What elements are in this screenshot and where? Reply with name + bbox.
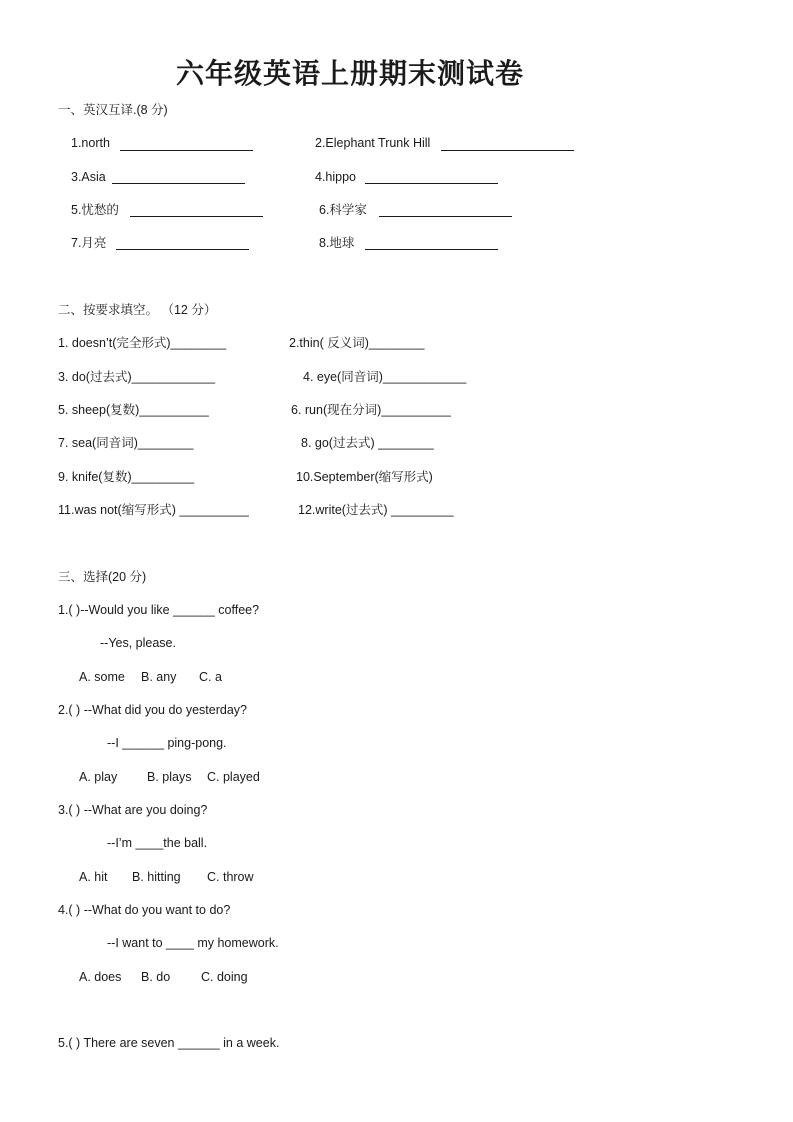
s3-reply-2: --I ______ ping-pong.: [107, 736, 227, 750]
s1-item-2: 2.Elephant Trunk Hill: [315, 136, 431, 150]
s1-item-8: 8.地球: [319, 236, 355, 250]
s3-option-1c: C. a: [199, 670, 222, 684]
s3-option-4c: C. doing: [201, 970, 248, 984]
s3-reply-3: --I’m ____the ball.: [107, 836, 208, 850]
s3-option-2a: A. play: [79, 770, 118, 784]
section3-heading: 三、选择(20 分): [58, 570, 147, 584]
s1-answer-line-7[interactable]: [116, 249, 249, 250]
s1-item-3: 3.Asia: [71, 170, 106, 184]
s1-answer-line-4[interactable]: [365, 183, 498, 184]
s2-item-3: 3. do(过去式)____________: [58, 370, 216, 384]
s1-item-4: 4.hippo: [315, 170, 357, 184]
s2-item-12: 12.write(过去式) _________: [298, 503, 454, 517]
s1-item-1: 1.north: [71, 136, 110, 150]
s1-answer-line-8[interactable]: [365, 249, 498, 250]
s2-item-6: 6. run(现在分词)__________: [291, 403, 451, 417]
s3-question-2: 2.( ) --What did you do yesterday?: [58, 703, 247, 717]
s3-question-5: 5.( ) There are seven ______ in a week.: [58, 1036, 280, 1050]
s3-question-3: 3.( ) --What are you doing?: [58, 803, 208, 817]
s3-reply-1: --Yes, please.: [100, 636, 176, 650]
s2-item-4: 4. eye(同音词)____________: [303, 370, 467, 384]
s2-item-1: 1. doesn’t(完全形式)________: [58, 336, 227, 350]
s3-option-2b: B. plays: [147, 770, 192, 784]
s1-item-5: 5.忧愁的: [71, 203, 119, 217]
s2-item-7: 7. sea(同音词)________: [58, 436, 194, 450]
page-title: 六年级英语上册期末测试卷: [175, 57, 524, 90]
s3-option-3b: B. hitting: [132, 870, 181, 884]
s3-option-3c: C. throw: [207, 870, 254, 884]
s3-option-4b: B. do: [141, 970, 171, 984]
s1-item-7: 7.月亮: [71, 236, 107, 250]
s2-item-10: 10.September(缩写形式): [296, 470, 433, 484]
s3-question-1: 1.( )--Would you like ______ coffee?: [58, 603, 260, 617]
s1-answer-line-5[interactable]: [130, 216, 263, 217]
s3-question-4: 4.( ) --What do you want to do?: [58, 903, 231, 917]
s3-reply-4: --I want to ____ my homework.: [107, 936, 279, 950]
s3-option-3a: A. hit: [79, 870, 108, 884]
s2-item-5: 5. sheep(复数)__________: [58, 403, 209, 417]
s1-answer-line-2[interactable]: [441, 150, 574, 151]
s2-item-8: 8. go(过去式) ________: [301, 436, 434, 450]
s3-option-4a: A. does: [79, 970, 122, 984]
s1-answer-line-6[interactable]: [379, 216, 512, 217]
s3-option-1b: B. any: [141, 670, 177, 684]
s2-item-11: 11.was not(缩写形式) __________: [58, 503, 249, 517]
s1-answer-line-1[interactable]: [120, 150, 253, 151]
section1-heading: 一、英汉互译.(8 分): [58, 103, 168, 117]
s1-answer-line-3[interactable]: [112, 183, 245, 184]
section2-heading: 二、按要求填空。 （12 分）: [58, 303, 217, 317]
s3-option-1a: A. some: [79, 670, 125, 684]
s3-option-2c: C. played: [207, 770, 260, 784]
s2-item-2: 2.thin( 反义词)________: [289, 336, 425, 350]
s2-item-9: 9. knife(复数)_________: [58, 470, 195, 484]
s1-item-6: 6.科学家: [319, 203, 367, 217]
